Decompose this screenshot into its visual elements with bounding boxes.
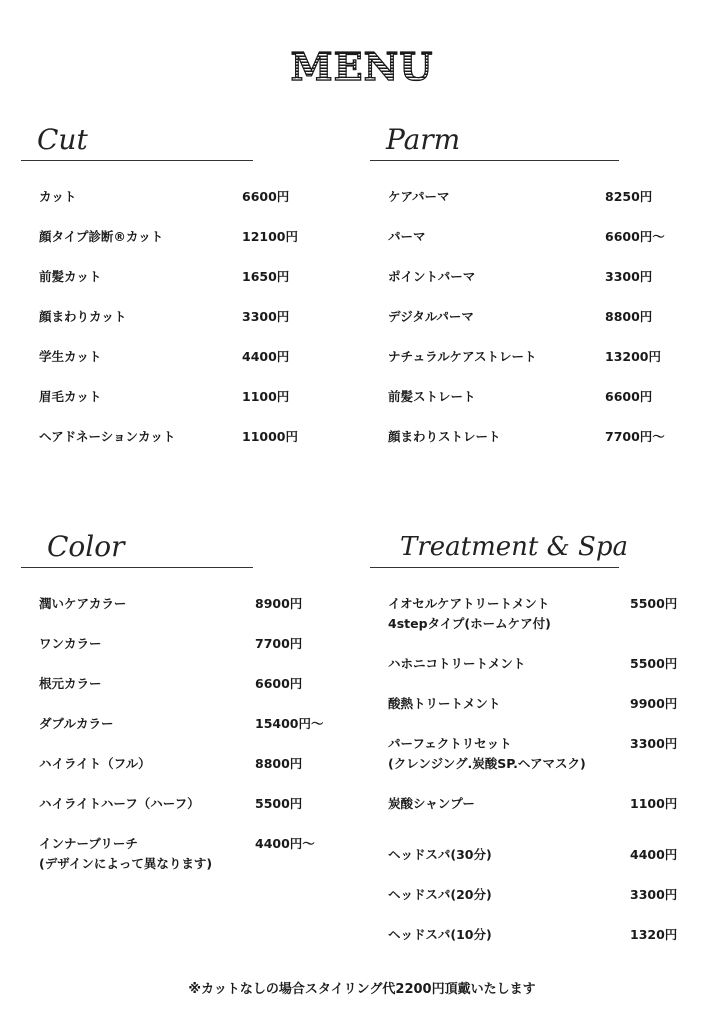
section-heading-cut: Cut [37, 123, 88, 156]
section-cut [21, 120, 298, 467]
item-price: 8900円 [255, 596, 303, 611]
menu-item [370, 594, 678, 654]
item-name: 顔まわりカット [39, 309, 127, 324]
item-price: 11000円 [242, 429, 298, 444]
item-name: 前髪ストレート [388, 389, 476, 404]
item-price: 4400円 [242, 349, 290, 364]
section-parm [370, 120, 665, 467]
item-name: ダブルカラー [39, 716, 114, 731]
item-name: 潤いケアカラー [39, 596, 127, 611]
menu-item [370, 885, 678, 925]
item-note: 4stepタイプ(ホームケア付) [388, 616, 551, 631]
item-price: 4400円 [630, 847, 678, 862]
item-price: 1100円 [242, 389, 290, 404]
item-price: 3300円 [605, 269, 653, 284]
item-name: 学生カット [39, 349, 102, 364]
menu-item [21, 634, 303, 674]
menu-item [370, 845, 678, 885]
item-name: ナチュラルケアストレート [388, 349, 537, 364]
item-price: 8250円 [605, 189, 653, 204]
item-name: 前髪カット [39, 269, 102, 284]
section-divider [370, 567, 619, 568]
menu-item [21, 794, 303, 834]
item-price: 6600円 [605, 389, 653, 404]
section-divider [370, 160, 619, 161]
item-price: 6600円 [242, 189, 290, 204]
item-price: 3300円 [630, 736, 678, 751]
item-note: (デザインによって異なります) [39, 856, 213, 871]
item-price: 4400円〜 [255, 836, 315, 851]
menu-title: MENU [0, 44, 724, 90]
item-price: 6600円〜 [605, 229, 665, 244]
item-price: 13200円 [605, 349, 661, 364]
item-name: ケアパーマ [388, 189, 450, 204]
item-price: 3300円 [242, 309, 290, 324]
item-price: 8800円 [605, 309, 653, 324]
section-treatment [370, 527, 678, 965]
item-price: 1320円 [630, 927, 678, 942]
section-heading-color: Color [47, 530, 125, 563]
item-price: 1100円 [630, 796, 678, 811]
menu-item [21, 267, 290, 307]
item-price: 5500円 [255, 796, 303, 811]
menu-item [370, 694, 678, 734]
item-name: ヘッドスパ(10分) [388, 927, 492, 942]
section-color [21, 527, 324, 874]
section-heading-parm: Parm [386, 123, 461, 156]
item-name: ハイライト（フル） [39, 756, 151, 771]
section-divider [21, 160, 253, 161]
item-name: ヘッドスパ(30分) [388, 847, 492, 862]
item-name: デジタルパーマ [388, 309, 474, 324]
menu-item [370, 267, 653, 307]
item-name: ハホニコトリートメント [388, 656, 526, 671]
menu-item [370, 307, 653, 347]
item-name: ポイントパーマ [388, 269, 476, 284]
section-heading-treatment: Treatment & Spa [400, 532, 628, 562]
item-price: 7700円 [255, 636, 303, 651]
menu-item [21, 594, 303, 634]
item-name: パーフェクトリセット [388, 736, 512, 751]
item-price: 5500円 [630, 656, 678, 671]
item-price: 15400円〜 [255, 716, 324, 731]
item-name: 炭酸シャンプー [388, 796, 475, 811]
menu-item [370, 734, 678, 794]
item-price: 5500円 [630, 596, 678, 611]
menu-item [370, 387, 653, 427]
item-name: 酸熱トリートメント [388, 696, 501, 711]
menu-item [370, 794, 678, 845]
section-divider [21, 567, 253, 568]
item-name: 眉毛カット [39, 389, 102, 404]
menu-item [21, 714, 324, 754]
menu-item [21, 754, 303, 794]
item-price: 1650円 [242, 269, 290, 284]
item-name: 根元カラー [39, 676, 102, 691]
menu-item [21, 347, 290, 387]
item-name: イオセルケアトリートメント [388, 596, 550, 611]
item-name: カット [39, 189, 77, 204]
item-price: 9900円 [630, 696, 678, 711]
item-name: パーマ [388, 229, 426, 244]
item-name: ハイライトハーフ（ハーフ） [39, 796, 200, 811]
item-price: 3300円 [630, 887, 678, 902]
menu-item [370, 187, 653, 227]
menu-item [370, 227, 665, 267]
menu-item [21, 834, 315, 874]
menu-item [370, 347, 661, 387]
item-name: インナーブリーチ [39, 836, 138, 851]
item-price: 12100円 [242, 229, 298, 244]
menu-item [21, 307, 290, 347]
footer-note: ※カットなしの場合スタイリング代2200円頂戴いたします [188, 982, 536, 997]
item-note: (クレンジング.炭酸SP.ヘアマスク) [388, 756, 586, 771]
item-name: ヘアドネーションカット [39, 429, 176, 444]
item-price: 8800円 [255, 756, 303, 771]
menu-item [370, 925, 678, 965]
menu-item [370, 427, 665, 467]
item-price: 7700円〜 [605, 429, 665, 444]
menu-item [21, 387, 290, 427]
item-name: 顔まわりストレート [388, 429, 501, 444]
menu-item [21, 227, 298, 267]
menu-item [370, 654, 678, 694]
item-name: ヘッドスパ(20分) [388, 887, 492, 902]
item-name: ワンカラー [39, 636, 102, 651]
menu-item [21, 674, 303, 714]
menu-item [21, 187, 290, 227]
menu-item [21, 427, 298, 467]
item-price: 6600円 [255, 676, 303, 691]
item-name: 顔タイプ診断®カット [39, 229, 164, 244]
